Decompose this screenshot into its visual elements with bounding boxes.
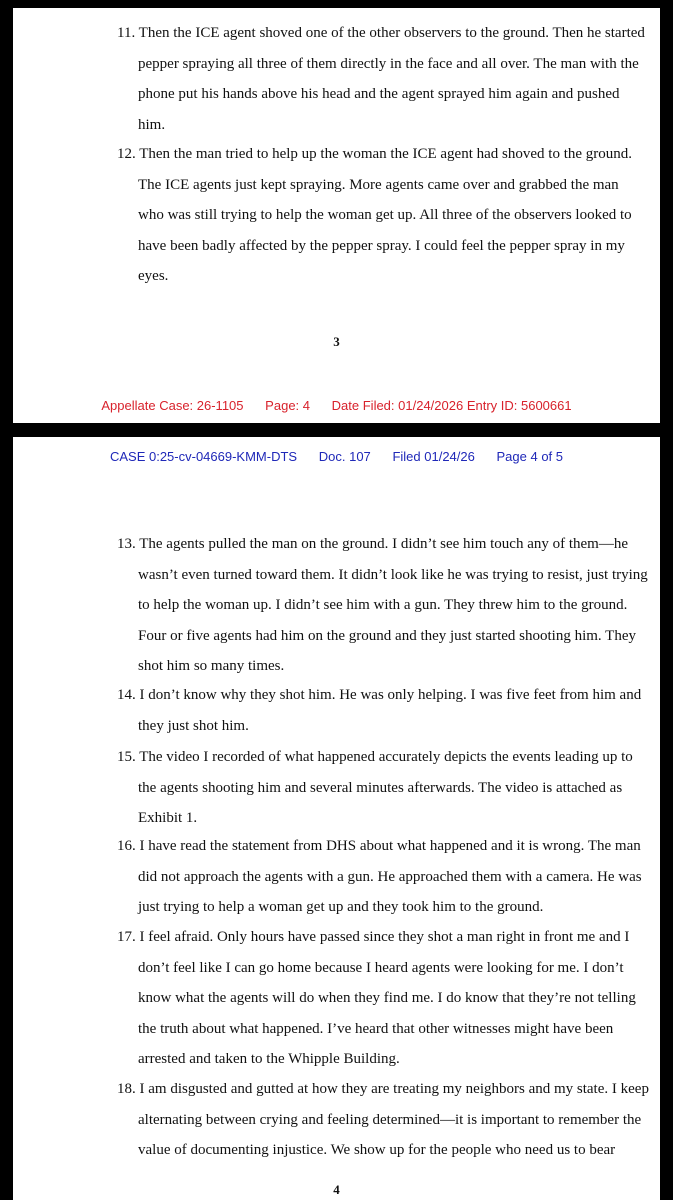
text-line: alternating between crying and feeling determined—it is important to remember the	[138, 1111, 642, 1128]
text-line: did not approach the agents with a gun. He approached them with a camera. He was	[138, 868, 642, 885]
text-line: value of documenting injustice. We show up for the people who need us to bear	[138, 1142, 616, 1158]
text-line: 13. The agents pulled the man on the ground. I didn’t see him touch any of them—he	[117, 536, 629, 552]
paragraph-11	[117, 18, 645, 140]
paragraph-15	[117, 742, 633, 834]
text-line: have been badly affected by the pepper spray. I could feel the pepper spray in my	[138, 237, 625, 254]
text-line: know what the agents will do when they find me. I do know that they’re not telling	[138, 990, 636, 1006]
text-line: 11. Then the ICE agent shoved one of the other observers to the ground. Then he started	[117, 25, 645, 41]
text-line: the truth about what happened. I’ve heard that other witnesses might have been	[138, 1020, 614, 1037]
appellate-footer-stamp: Appellate Case: 26-1105 Page: 4 Date Filed: 01/24/2026 Entry ID: 5600661	[101, 398, 572, 413]
paragraph-16	[117, 831, 642, 923]
paragraph-17	[117, 922, 636, 1075]
document-page-4	[13, 437, 660, 1200]
page-number: 4	[333, 1182, 340, 1197]
text-line: pepper spraying all three of them directly in the face and all over. The man with the	[138, 55, 639, 72]
text-line: 12. Then the man tried to help up the woman the ICE agent had shoved to the ground.	[117, 146, 633, 162]
text-line: him.	[138, 116, 166, 133]
text-line: 16. I have read the statement from DHS about what happened and it is wrong. The man	[117, 838, 641, 854]
text-line: they just shot him.	[138, 717, 249, 734]
text-line: 17. I feel afraid. Only hours have passed since they shot a man right in front me and I	[117, 929, 630, 945]
paragraph-18	[117, 1074, 649, 1166]
paragraph-13	[117, 529, 648, 682]
text-line: 18. I am disgusted and gutted at how they are treating my neighbors and my state. I keep	[117, 1081, 649, 1097]
paragraph-12	[117, 139, 633, 292]
text-line: just trying to help a woman get up and they took him to the ground.	[138, 899, 544, 915]
text-line: who was still trying to help the woman get up. All three of the observers looked to	[138, 207, 632, 223]
text-line: 14. I don’t know why they shot him. He was only helping. I was five feet from him and	[117, 687, 642, 703]
text-line: shot him so many times.	[138, 658, 285, 674]
case-header-stamp: CASE 0:25-cv-04669-KMM-DTS Doc. 107 Filed 01/24/26 Page 4 of 5	[109, 449, 564, 464]
text-line: don’t feel like I can go home because I heard agents were looking for me. I don’t	[138, 959, 624, 976]
text-line: The ICE agents just kept spraying. More agents came over and grabbed the man	[138, 176, 619, 193]
text-line: to help the woman up. I didn’t see him with a gun. They threw him to the ground.	[138, 597, 628, 613]
page-number: 3	[333, 334, 340, 349]
text-line: wasn’t even turned toward them. It didn’t look like he was trying to resist, just trying	[138, 566, 648, 583]
text-line: eyes.	[138, 268, 169, 284]
text-line: arrested and taken to the Whipple Building.	[138, 1051, 400, 1067]
text-line: Exhibit 1.	[138, 810, 198, 826]
text-line: the agents shooting him and several minutes afterwards. The video is attached as	[138, 779, 623, 796]
text-line: 15. The video I recorded of what happened accurately depicts the events leading up to	[117, 749, 633, 765]
document-page-3	[13, 8, 660, 423]
paragraph-14	[117, 680, 642, 741]
text-line: Four or five agents had him on the ground and they just started shooting him. They	[138, 627, 636, 644]
text-line: phone put his hands above his head and the agent sprayed him again and pushed	[138, 86, 620, 102]
